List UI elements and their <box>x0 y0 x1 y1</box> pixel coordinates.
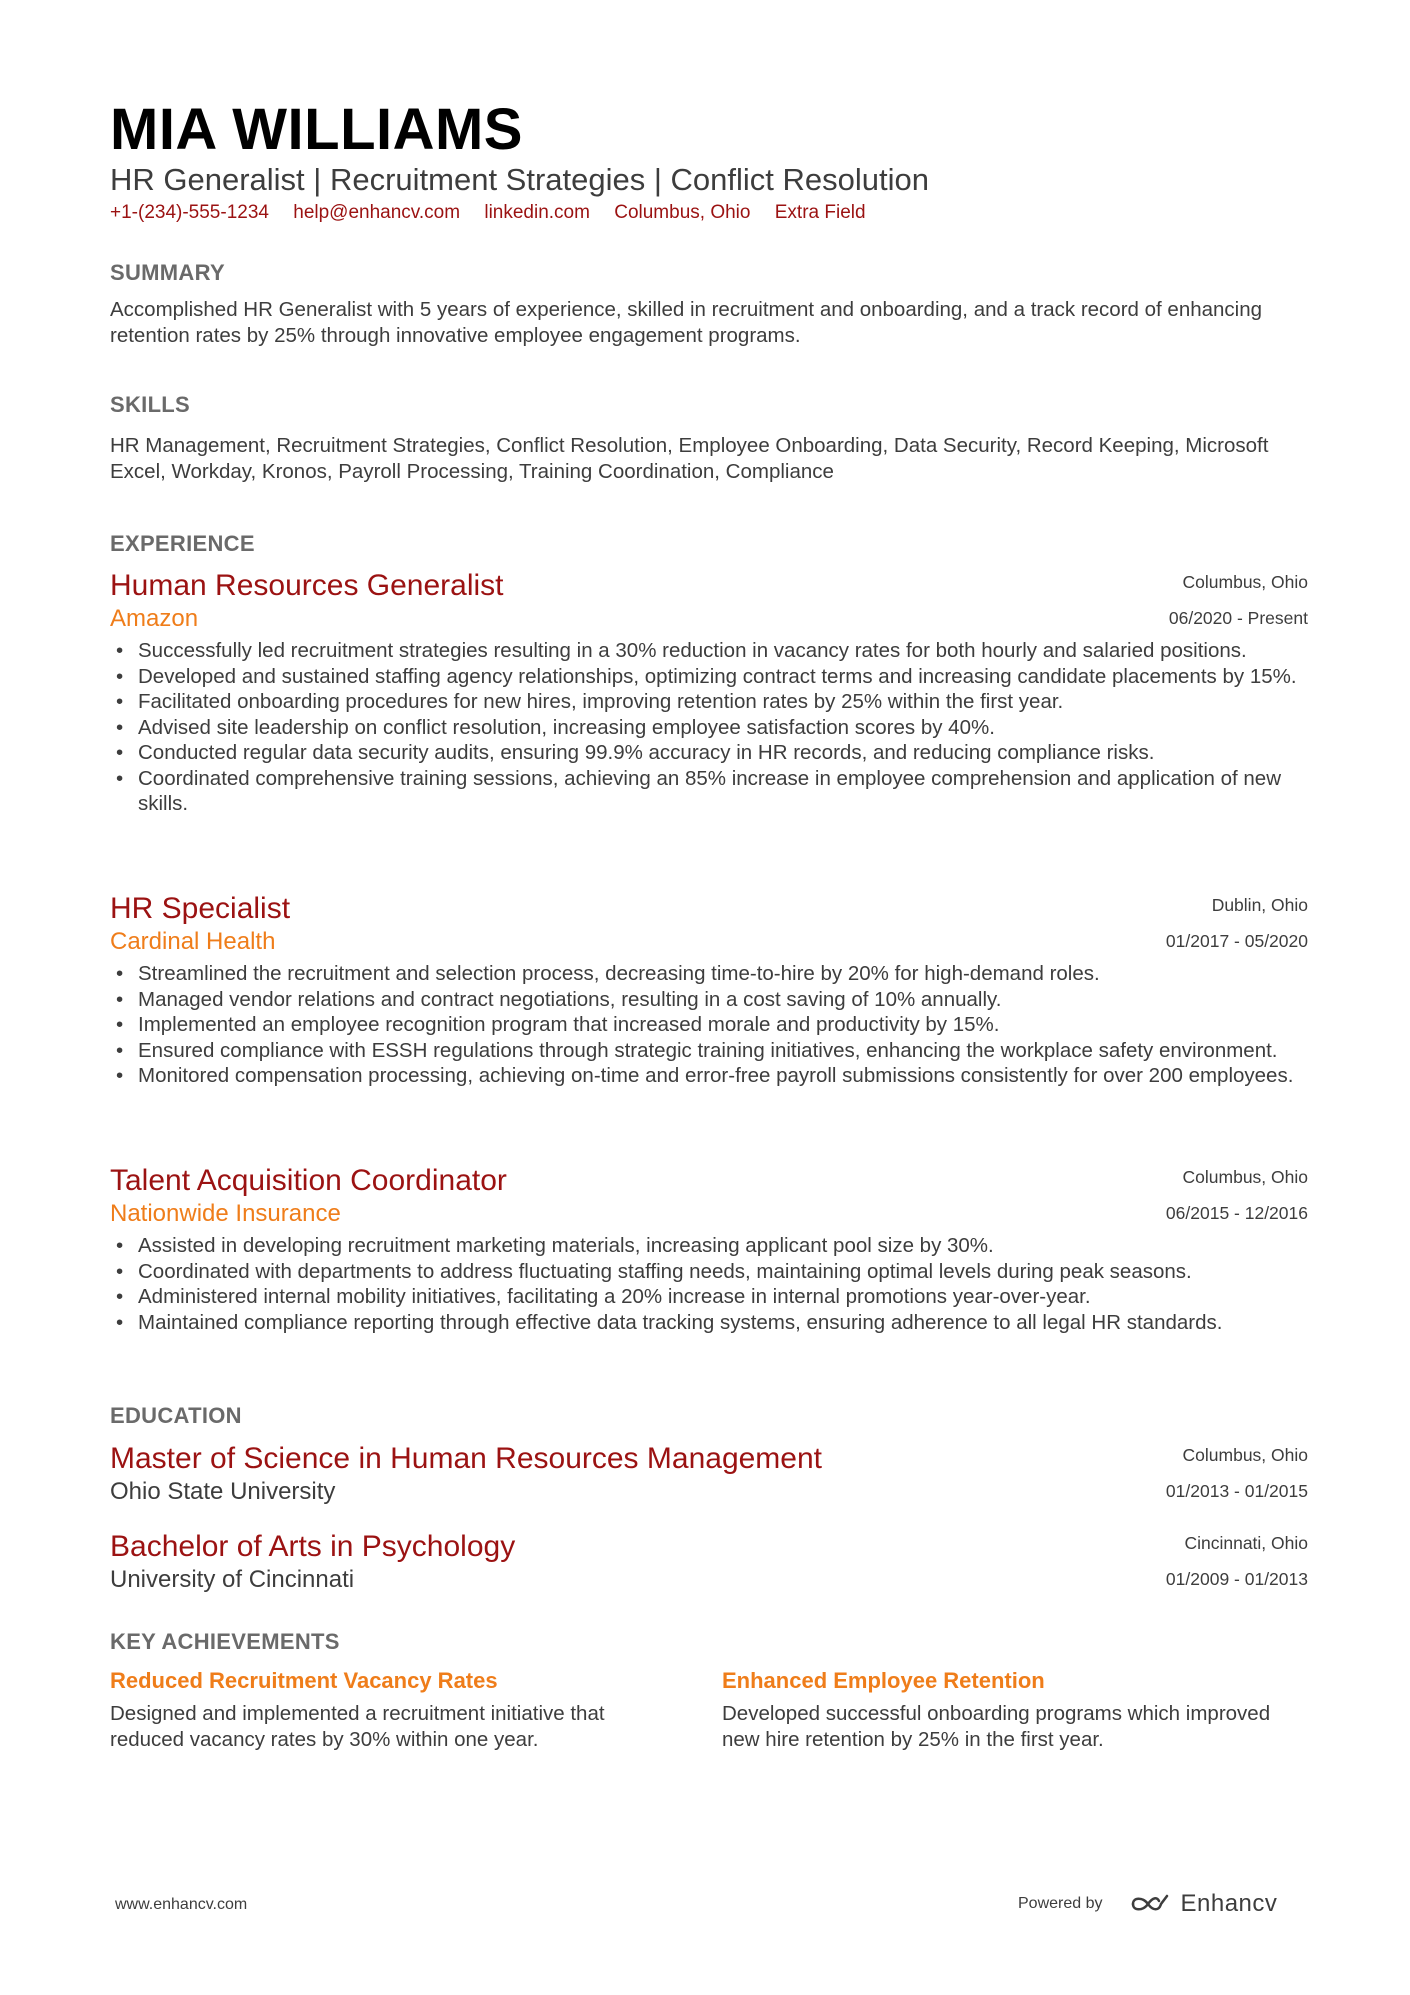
job-title: Human Resources Generalist <box>110 569 504 602</box>
job-title: Talent Acquisition Coordinator <box>110 1164 507 1197</box>
school-name: University of Cincinnati <box>110 1566 355 1593</box>
list-item: • Facilitated onboarding procedures for new hires, improving retention rates by 25% within the first year. <box>110 689 1308 715</box>
list-item: • Conducted regular data security audits, ensuring 99.9% accuracy in HR records, and reducing compliance risks. <box>110 740 1308 766</box>
skills-text: HR Management, Recruitment Strategies, Conflict Resolution, Employee Onboarding, Data Security, Record Keeping, Microsoft Excel, Workday, Kronos, Payroll Processing, Training Coordination, Compliance <box>110 434 1269 483</box>
list-item: • Administered internal mobility initiatives, facilitating a 20% increase in internal promotions year-over-year. <box>110 1284 1308 1310</box>
job-location: Dublin, Ohio <box>1211 895 1308 915</box>
achievement-item <box>110 1667 670 1752</box>
list-item: • Streamlined the recruitment and selection process, decreasing time-to-hire by 20% for high-demand roles. <box>110 961 1308 987</box>
company-name: Nationwide Insurance <box>110 1200 341 1227</box>
education-heading: EDUCATION <box>110 1403 242 1428</box>
school-dates: 01/2009 - 01/2013 <box>1165 1569 1308 1589</box>
job-dates: 01/2017 - 05/2020 <box>1165 931 1308 951</box>
job-title: HR Specialist <box>110 892 291 925</box>
list-item: • Coordinated comprehensive training sessions, achieving an 85% increase in employee comprehension and application of new skills. <box>110 766 1308 817</box>
contact-phone[interactable]: +1-(234)-555-1234 <box>110 202 269 223</box>
list-item: • Ensured compliance with ESSH regulations through strategic training initiatives, enhancing the workplace safety environment. <box>110 1038 1308 1064</box>
list-item: • Maintained compliance reporting through effective data tracking systems, ensuring adherence to all legal HR standards. <box>110 1310 1308 1336</box>
job-location: Columbus, Ohio <box>1182 1167 1308 1187</box>
school-name: Ohio State University <box>110 1478 336 1505</box>
experience-item <box>110 568 1308 817</box>
skills-heading: SKILLS <box>110 392 191 417</box>
list-item: • Advised site leadership on conflict resolution, increasing employee satisfaction scores by 40%. <box>110 715 1308 741</box>
company-name: Amazon <box>110 605 199 632</box>
powered-by-label: Powered by <box>1018 1895 1103 1912</box>
achievements-heading: KEY ACHIEVEMENTS <box>110 1629 340 1654</box>
school-location: Columbus, Ohio <box>1182 1445 1308 1465</box>
list-item: • Assisted in developing recruitment marketing materials, increasing applicant pool size by 30%. <box>110 1233 1308 1259</box>
job-bullets <box>110 638 1308 817</box>
list-item: • Monitored compensation processing, achieving on-time and error-free payroll submissions consistently for over 200 employees. <box>110 1063 1308 1089</box>
list-item: • Managed vendor relations and contract negotiations, resulting in a cost saving of 10% annually. <box>110 987 1308 1013</box>
list-item: • Developed and sustained staffing agency relationships, optimizing contract terms and increasing candidate placements by 15%. <box>110 664 1308 690</box>
list-item: • Implemented an employee recognition program that increased morale and productivity by 15%. <box>110 1012 1308 1038</box>
contact-linkedin[interactable]: linkedin.com <box>484 202 590 223</box>
achievement-title: Enhanced Employee Retention <box>722 1668 1045 1693</box>
contact-email[interactable]: help@enhancv.com <box>293 202 461 223</box>
job-bullets <box>110 961 1308 1089</box>
summary-text: Accomplished HR Generalist with 5 years of experience, skilled in recruitment and onboarding, and a track record of enhancing retention rates by 25% through innovative employee engagement programs. <box>110 298 1263 347</box>
experience-heading: EXPERIENCE <box>110 531 255 556</box>
footer-branding <box>1018 1890 1277 1918</box>
summary-heading: SUMMARY <box>110 260 225 285</box>
contact-location: Columbus, Ohio <box>614 202 751 223</box>
company-name: Cardinal Health <box>110 928 276 955</box>
enhancv-brand: Enhancv <box>1180 1890 1278 1917</box>
job-dates: 06/2015 - 12/2016 <box>1165 1203 1308 1223</box>
achievement-title: Reduced Recruitment Vacancy Rates <box>110 1668 498 1693</box>
enhancv-logo-icon <box>1129 1892 1173 1916</box>
job-location: Columbus, Ohio <box>1182 572 1308 592</box>
experience-item <box>110 1163 1308 1335</box>
education-item <box>110 1441 1308 1507</box>
job-bullets <box>110 1233 1308 1335</box>
candidate-title: HR Generalist | Recruitment Strategies | Conflict Resolution <box>110 162 929 197</box>
school-dates: 01/2013 - 01/2015 <box>1165 1481 1308 1501</box>
contact-extra: Extra Field <box>774 202 866 223</box>
footer-website[interactable]: www.enhancv.com <box>115 1896 248 1913</box>
achievement-desc: Developed successful onboarding programs which improved new hire retention by 25% in the first year. <box>722 1702 1271 1751</box>
school-location: Cincinnati, Ohio <box>1184 1533 1308 1553</box>
list-item: • Coordinated with departments to address fluctuating staffing needs, maintaining optimal levels during peak seasons. <box>110 1259 1308 1285</box>
degree-title: Bachelor of Arts in Psychology <box>110 1530 516 1563</box>
job-dates: 06/2020 - Present <box>1168 608 1308 628</box>
experience-item <box>110 891 1308 1089</box>
education-item <box>110 1529 1308 1595</box>
list-item: • Successfully led recruitment strategies resulting in a 30% reduction in vacancy rates for both hourly and salaried positions. <box>110 638 1308 664</box>
achievement-item <box>722 1667 1282 1752</box>
degree-title: Master of Science in Human Resources Management <box>110 1442 823 1475</box>
contact-bar <box>110 202 885 224</box>
candidate-name: MIA WILLIAMS <box>110 97 523 162</box>
achievement-desc: Designed and implemented a recruitment initiative that reduced vacancy rates by 30% within one year. <box>110 1702 605 1751</box>
